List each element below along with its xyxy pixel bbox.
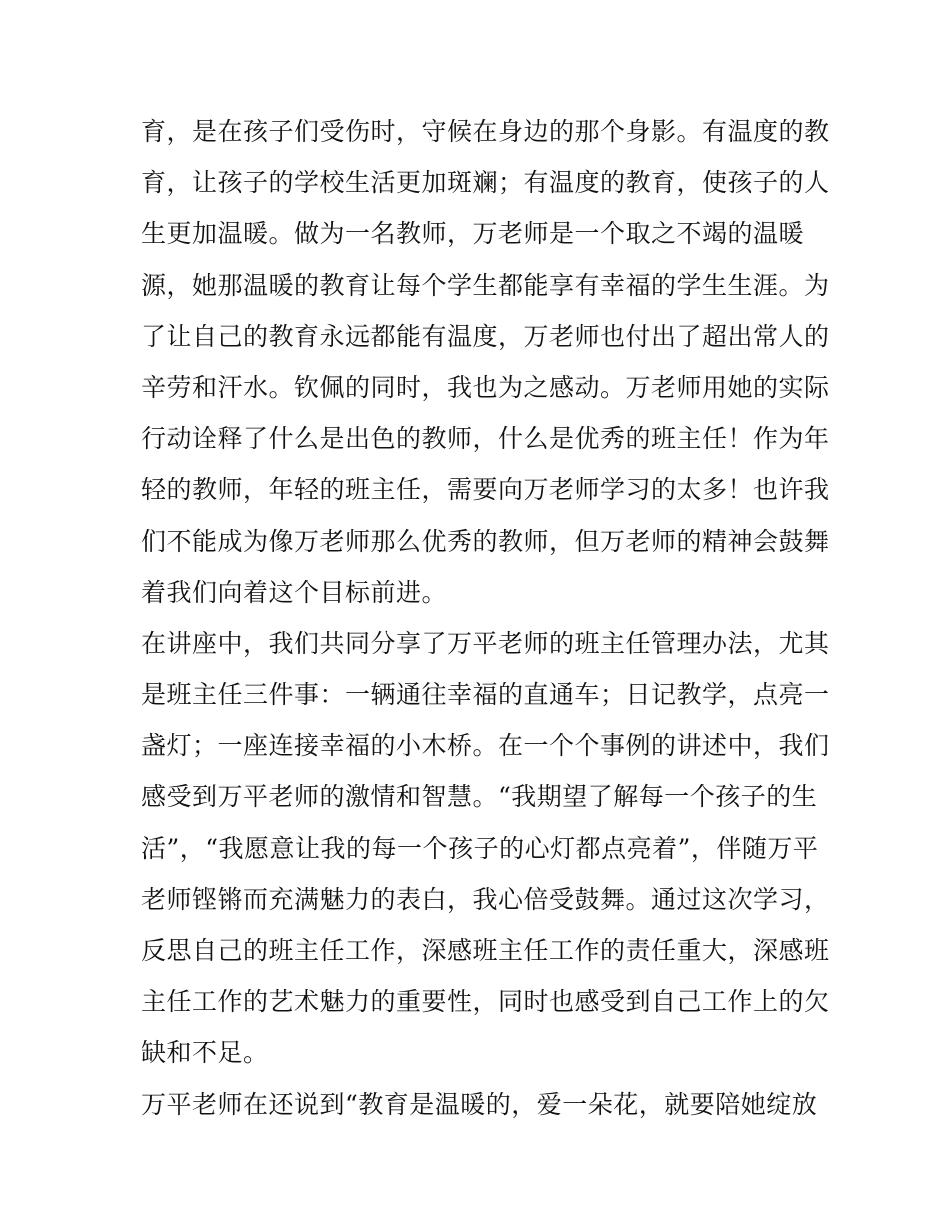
- text-line: 轻的教师，年轻的班主任，需要向万老师学习的太多！也许我: [141, 475, 830, 505]
- text-line: 源，她那温暖的教育让每个学生都能享有幸福的学生生涯。为: [141, 270, 830, 300]
- text-line: 老师铿锵而充满魅力的表白，我心倍受鼓舞。通过这次学习，: [141, 884, 830, 914]
- text-line: 了让自己的教育永远都能有温度，万老师也付出了超出常人的: [141, 321, 830, 351]
- body-text: [141, 106, 830, 1130]
- text-line: 缺和不足。: [141, 1038, 269, 1068]
- text-line: 生更加温暖。做为一名教师，万老师是一个取之不竭的温暖: [141, 219, 805, 249]
- text-line: 在讲座中，我们共同分享了万平老师的班主任管理办法，尤其: [141, 628, 830, 658]
- text-line: 是班主任三件事：一辆通往幸福的直通车；日记教学，点亮一: [141, 680, 830, 710]
- text-line: 行动诠释了什么是出色的教师，什么是优秀的班主任！作为年: [141, 424, 830, 454]
- text-line: 育，让孩子的学校生活更加斑斓；有温度的教育，使孩子的人: [141, 168, 830, 198]
- text-line: 育，是在孩子们受伤时，守候在身边的那个身影。有温度的教: [141, 117, 830, 146]
- text-line: 主任工作的艺术魅力的重要性，同时也感受到自己工作上的欠: [141, 987, 830, 1017]
- text-line: 感受到万平老师的激情和智慧。“我期望了解每一个孩子的生: [141, 782, 818, 812]
- text-line: 万平老师在还说到“教育是温暖的，爱一朵花，就要陪她绽放: [141, 1089, 818, 1119]
- text-line: 辛劳和汗水。钦佩的同时，我也为之感动。万老师用她的实际: [141, 372, 830, 402]
- text-line: 盏灯；一座连接幸福的小木桥。在一个个事例的讲述中，我们: [141, 731, 830, 761]
- text-line: 着我们向着这个目标前进。: [141, 577, 448, 607]
- text-line: 们不能成为像万老师那么优秀的教师，但万老师的精神会鼓舞: [141, 526, 830, 556]
- text-line: 反思自己的班主任工作，深感班主任工作的责任重大，深感班: [141, 936, 830, 965]
- text-line: 活”，“我愿意让我的每一个孩子的心灯都点亮着”，伴随万平: [141, 833, 819, 863]
